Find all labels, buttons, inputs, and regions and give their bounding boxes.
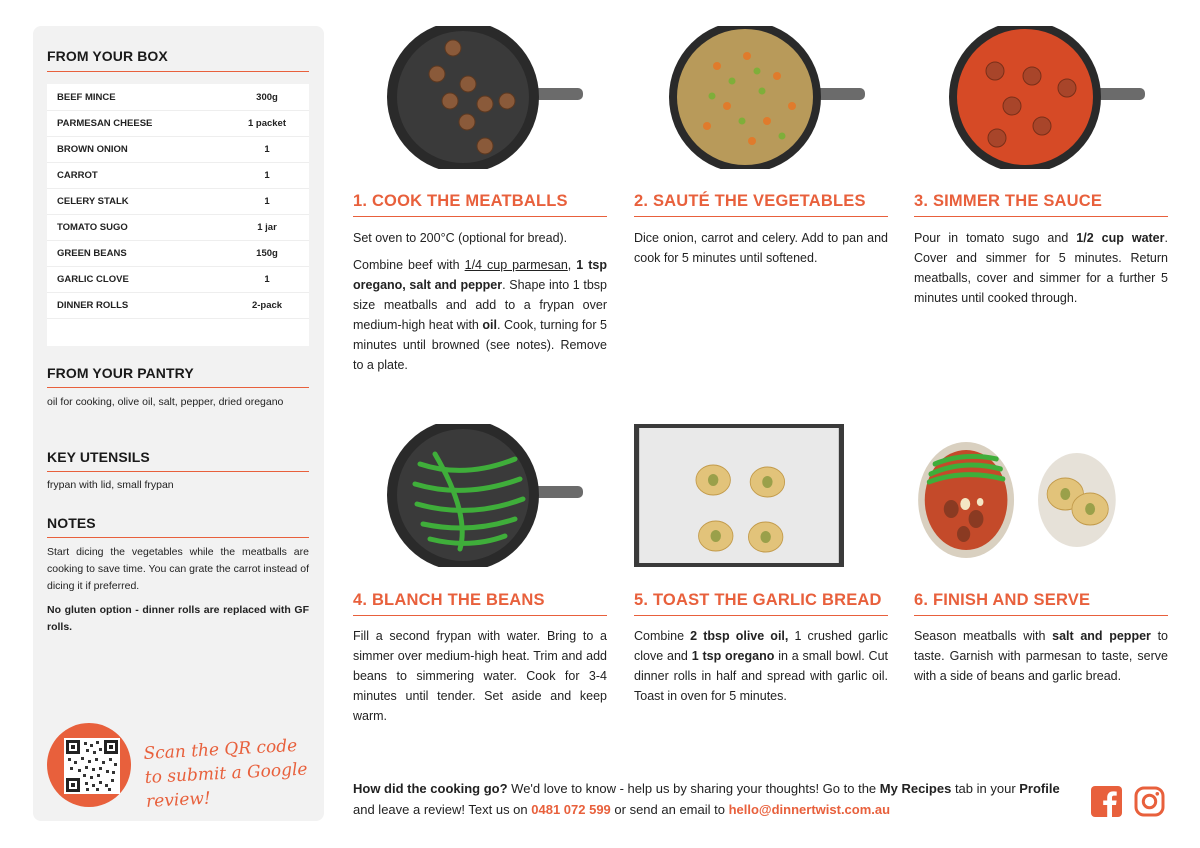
gluten-note: No gluten option - dinner rolls are replaced with GF rolls. [47,604,309,633]
text: 1/2 cup water [1076,231,1165,245]
ingredient-qty: 150g [256,247,278,259]
profile-link[interactable]: Profile [1019,781,1060,796]
divider [47,537,309,538]
text: tab in your [951,781,1020,796]
table-row [47,84,309,111]
step-6-body [914,626,1168,693]
step-5-title: 5. TOAST THE GARLIC BREAD [634,591,882,609]
my-recipes-link[interactable]: My Recipes [879,781,952,796]
text: 1/4 cup parmesan [464,258,568,272]
divider [47,71,309,72]
ingredient-qty: 1 [264,273,270,285]
phone-link[interactable]: 0481 072 599 [531,802,611,817]
divider [47,471,309,472]
ingredient-qty: 2-pack [251,299,283,311]
text: Season meatballs with [914,629,1053,643]
step-1-p1: Set oven to 200°C (optional for bread). [353,231,568,245]
step-2-title: 2. SAUTÉ THE VEGETABLES [634,192,866,210]
ingredient-name: BEEF MINCE [57,91,116,103]
ingredient-name: CELERY STALK [57,195,129,207]
ingredient-qty: 1 [264,143,270,155]
divider [634,615,888,616]
instagram-icon[interactable] [1134,786,1165,817]
table-row [47,240,309,267]
footer-message [353,778,1073,820]
step-1-title: 1. COOK THE MEATBALLS [353,192,568,210]
text: . Cook, turning for 5 minutes until browned (see notes). Remove to a plate. [353,318,608,372]
step-1-p2 [353,255,607,375]
step-5-body [634,626,888,713]
table-row [47,214,309,241]
text: . Shape into 1 tbsp size meatballs and add to a frypan over medium-high heat with [353,278,608,332]
step-4-p1: Fill a second frypan with water. Bring to a simmer over medium-high heat. Trim and add beans to simmering water. Cook for 3-4 minutes until tender. Set aside and keep warm. [353,629,607,723]
step-4-body [353,626,607,733]
step-6-title: 6. FINISH AND SERVE [914,591,1091,609]
table-row [47,292,309,319]
qr-caption: Scan the QR code to submit a Google review! [143,735,308,812]
garlic-bread-tray-image [634,424,844,567]
text: oil [482,318,497,332]
ingredient-name: DINNER ROLLS [57,299,129,311]
divider [353,216,607,217]
facebook-icon[interactable] [1091,786,1122,817]
text: or send an email to [610,802,729,817]
text: , [567,258,577,272]
step-6-p1 [914,626,1168,686]
divider [914,615,1168,616]
divider [914,216,1168,217]
text: in a small bowl. Cut dinner rolls in half and spread with garlic oil. Toast in oven for 5 minutes. [634,649,888,703]
utensils-text: frypan with lid, small frypan [47,479,174,491]
qr-badge [47,723,131,807]
sauce-pan-image [937,26,1147,169]
ingredient-name: PARMESAN CHEESE [57,117,153,129]
ingredients-table [47,84,309,346]
table-row [47,188,309,215]
notes-text: Start dicing the vegetables while the meatballs are cooking to save time. You can grate the carrot instead of dicing it if preferred. [47,546,309,592]
ingredient-name: TOMATO SUGO [57,221,128,233]
step-3-title: 3. SIMMER THE SAUCE [914,192,1103,210]
step-1-body [353,228,607,382]
pantry-title: FROM YOUR PANTRY [47,365,194,381]
ingredient-qty: 300g [256,91,278,103]
step-3-body [914,228,1168,315]
meatballs-pan-image [375,26,585,169]
step-2-p1: Dice onion, carrot and celery. Add to pan and cook for 5 minutes until softened. [634,231,888,265]
table-row [47,266,309,293]
beans-pan-image [375,424,585,567]
step-4-title: 4. BLANCH THE BEANS [353,591,545,609]
sidebar [33,26,324,821]
text: 1 tsp oregano, salt and pepper [353,258,607,292]
text: 1 tsp oregano [691,649,775,663]
divider [634,216,888,217]
text: to taste. Garnish with parmesan to taste, serve with a side of beans and garlic bread. [914,629,1168,683]
ingredient-qty: 1 jar [257,221,277,233]
table-row [47,110,309,137]
step-2-body [634,228,888,275]
divider [47,387,309,388]
ingredient-qty: 1 packet [247,117,287,129]
ingredient-name: BROWN ONION [57,143,128,155]
step-3-p1 [914,228,1168,308]
text: Combine [634,629,691,643]
vegetables-pan-image [657,26,867,169]
text: Pour in tomato sugo and [914,231,1077,245]
ingredient-name: GREEN BEANS [57,247,127,259]
utensils-title: KEY UTENSILS [47,449,150,465]
table-row [47,162,309,189]
text: How did the cooking go? [353,781,508,796]
notes-title: NOTES [47,515,96,531]
text: and leave a review! Text us on [353,802,532,817]
text: Combine beef with [353,258,465,272]
step-5-p1 [634,626,888,706]
table-row [47,136,309,163]
pantry-text: oil for cooking, olive oil, salt, pepper, dried oregano [47,396,284,408]
finished-dish-image [914,424,1124,567]
text: 1 crushed garlic clove and [634,629,888,663]
text: . Cover and simmer for 5 minutes. Return meatballs, cover and simmer for a further 5 minutes until cooked through. [914,231,1168,305]
ingredient-qty: 1 [264,195,270,207]
ingredient-name: CARROT [57,169,98,181]
text: We'd love to know - help us by sharing your thoughts! Go to the [507,781,880,796]
from-box-title: FROM YOUR BOX [47,48,168,64]
qr-code[interactable] [64,738,120,794]
ingredient-qty: 1 [264,169,270,181]
ingredient-name: GARLIC CLOVE [57,273,129,285]
divider [353,615,607,616]
text: salt and pepper [1052,629,1151,643]
text: 2 tbsp olive oil, [690,629,789,643]
email-link[interactable]: hello@dinnertwist.com.au [728,802,891,817]
